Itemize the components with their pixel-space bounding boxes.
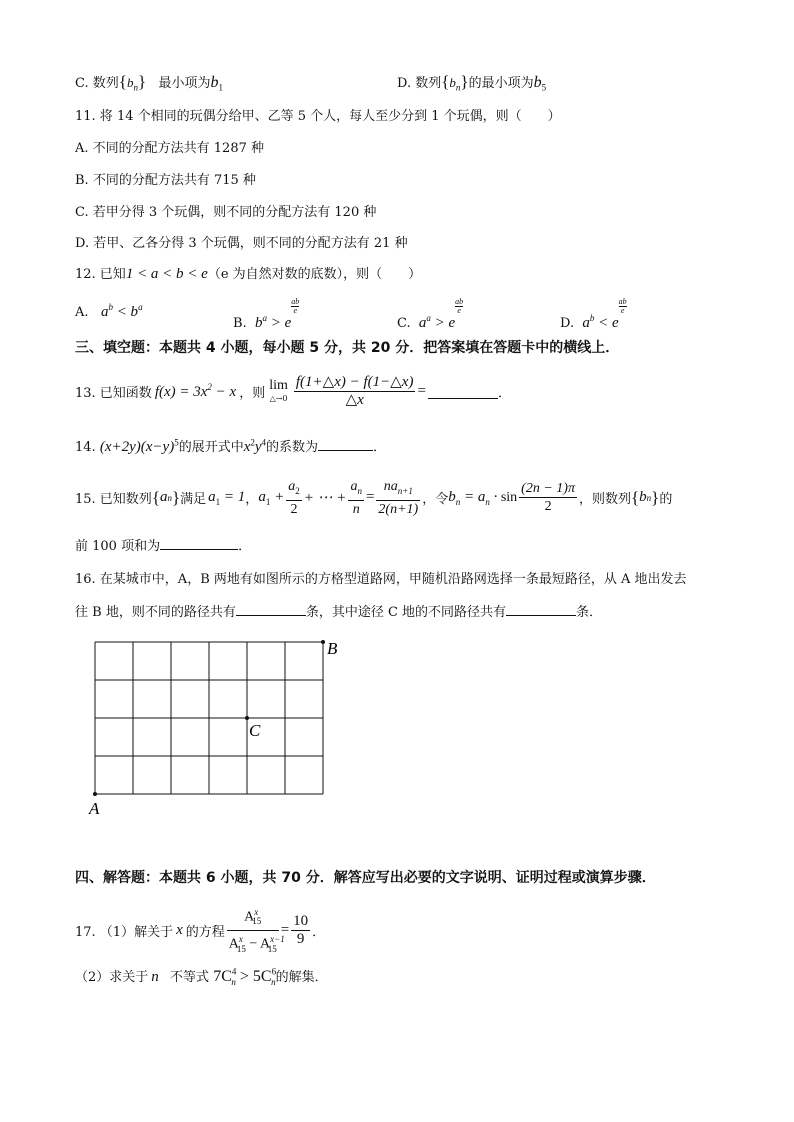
label-c: C [249, 721, 261, 740]
q11-stem: 11. 将 14 个相同的玩偶分给甲、乙等 5 个人，每人至少分到 1 个玩偶，则（ ） [75, 109, 561, 124]
section-3-title: 三、填空题：本题共 4 小题，每小题 5 分，共 20 分．把答案填在答题卡中的横线上． [75, 340, 620, 356]
road-grid-figure [80, 630, 350, 820]
q14: 14. $(x+2y)(x-y)^5$的展开式中$x^2y^4$的系数为 ． [75, 437, 387, 455]
q16-line1: 16. 在某城市中，A，B 两地有如图所示的方格型道路网，甲随机沿路网选择一条最短路径，从 A 地出发去 [75, 572, 687, 587]
q13-answer-blank[interactable] [428, 384, 498, 399]
q12-stem: 12. 已知1 < a < b < e（e 为自然对数的底数），则（ ） [75, 266, 422, 282]
grid-lines [95, 642, 323, 794]
q12-option-c: C. $a^a > e$ $\frac{ab}{e}$ [397, 297, 464, 331]
q12-option-d: D. $a^b < e$ $\frac{ab}{e}$ [560, 297, 627, 331]
q16-blank-1[interactable] [236, 601, 306, 616]
q15-answer-blank[interactable] [160, 535, 238, 550]
point-b [321, 640, 325, 644]
q10-option-c: C. 数列$\{b_n\}$ 最小项为$b_1$ [75, 72, 224, 93]
section-4-title: 四、解答题：本题共 6 小题，共 70 分．解答应写出必要的文字说明、证明过程或演算步骤． [75, 870, 656, 886]
point-a [93, 792, 97, 796]
q14-answer-blank[interactable] [318, 436, 373, 451]
q12-option-b: B. $b^a > e$ $\frac{ab}{e}$ [233, 297, 300, 331]
q16-blank-2[interactable] [506, 601, 576, 616]
q17-part1: 17. （1）解关于 x 的方程 $\frac{A^x_{15}}{A^x_{15} - A^{x-1}_{15}}$ = $\frac{10}{9}$ ． [75, 904, 325, 958]
q13: 13. 已知函数 $f(x) = 3x^2 - x$ ，则 lim △→0 $\frac{f(1+\triangle x) - f(1-\triangle x)}{\triangle x}$ = ． [75, 374, 511, 408]
q15-line1: 15. 已知数列 { a n } 满足 $a_1 = 1$ ， $a_1$ + $\frac{a_2}{2}$ + ⋯ + $\frac{a_n}{n}$ = $\frac{na_{n+1}}{2(n+1)}$ ，令 $b_n = a_n$ · sin $\frac{(2n - 1)\pi}{2}$ ，则数列 { b n } 的 [75, 479, 673, 517]
q17-part2: （2）求关于 n 不等式 $7C^4_n > 5C^6_n$的解集． [75, 966, 328, 988]
q11-option-c: C. 若甲分得 3 个玩偶，则不同的分配方法有 120 种 [75, 205, 377, 220]
q10-option-d: D. 数列$\{b_n\}$的最小项为$b_5$ [397, 72, 547, 93]
point-c [245, 716, 249, 720]
q15-line2: 前 100 项和为 ． [75, 535, 251, 557]
q16-line2: 往 B 地，则不同的路径共有 条，其中途径 C 地的不同路径共有 条． [75, 601, 602, 623]
q11-option-a: A. 不同的分配方法共有 1287 种 [75, 141, 265, 156]
q11-option-d: D. 若甲、乙各分得 3 个玩偶，则不同的分配方法有 21 种 [75, 236, 408, 251]
q11-option-b: B. 不同的分配方法共有 715 种 [75, 173, 256, 188]
label-b: B [327, 639, 338, 658]
q12-option-a: A. $a^b < b^a$ [75, 302, 143, 320]
label-a: A [89, 799, 100, 818]
